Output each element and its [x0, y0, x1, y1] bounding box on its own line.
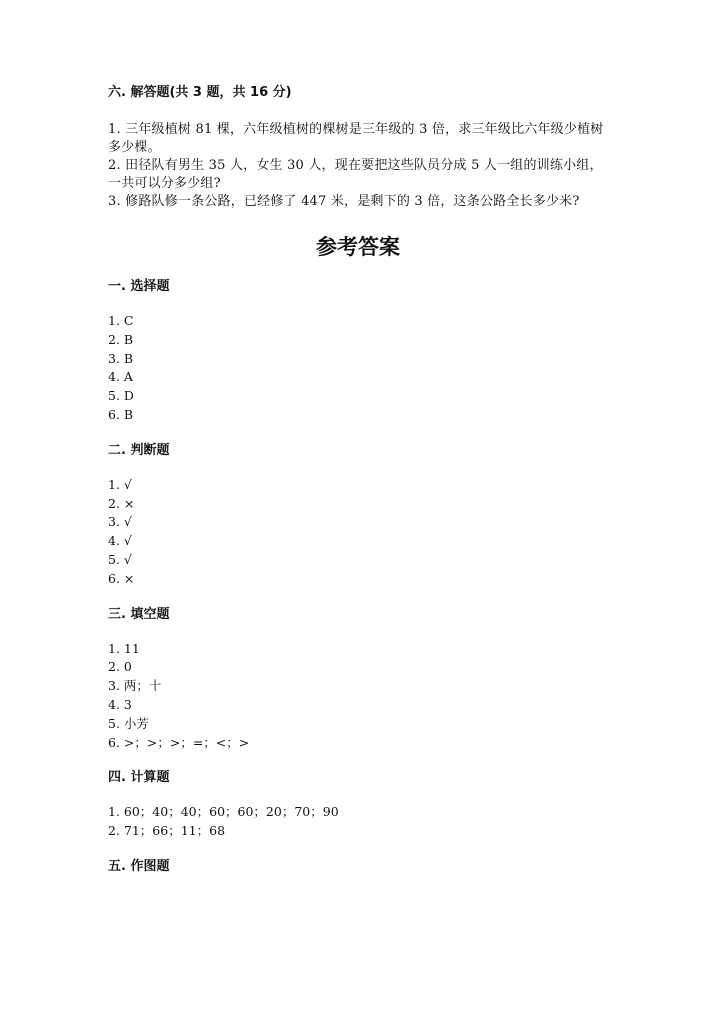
- answers-section-fill-heading: 三. 填空题: [108, 606, 170, 622]
- list-item: 3. B: [108, 350, 134, 366]
- list-item: 3. √: [108, 514, 132, 530]
- answers-section-drawing-heading: 五. 作图题: [108, 858, 170, 874]
- section-6-heading: 六. 解答题(共 3 题，共 16 分): [108, 85, 292, 100]
- list-item: 5. D: [108, 388, 134, 404]
- question-2: 2. 田径队有男生 35 人，女生 30 人，现在要把这些队员分成 5 人一组的训练小组，一共可以分多少组?: [108, 158, 603, 191]
- section-6-questions: [108, 121, 608, 211]
- list-item: 6. ×: [108, 570, 135, 586]
- answers-title: 参考答案: [316, 235, 400, 259]
- list-item: 6. B: [108, 406, 134, 422]
- list-item: 2. ×: [108, 495, 135, 511]
- answers-section-judgment-heading: 二. 判断题: [108, 442, 170, 458]
- question-3: 3. 修路队修一条公路，已经修了 447 米，是剩下的 3 倍，这条公路全长多少米?: [108, 194, 580, 209]
- answers-section-choice-heading: 一. 选择题: [108, 279, 170, 294]
- list-item: 4. √: [108, 533, 132, 549]
- list-item: 5. √: [108, 551, 132, 567]
- list-item: 6. >；>；>；=；<；>: [108, 734, 250, 750]
- question-1: 1. 三年级植树 81 棵，六年级植树的棵树是三年级的 3 倍，求三年级比六年级少植树多少棵。: [108, 122, 604, 155]
- list-item: 4. A: [108, 369, 133, 385]
- list-item: 2. 71；66；11；68: [108, 823, 226, 839]
- list-item: 3. 两；十: [108, 678, 162, 694]
- answers-section-calc-heading: 四. 计算题: [108, 770, 170, 786]
- answers-section-choice-list: [108, 312, 608, 425]
- list-item: 1. 60；40；40；60；60；20；70；90: [108, 804, 339, 820]
- list-item: 1. 11: [108, 640, 140, 656]
- document-page: [108, 84, 608, 876]
- answers-section-judgment-list: [108, 476, 608, 589]
- list-item: 4. 3: [108, 696, 132, 712]
- answers-section-calc-list: [108, 803, 608, 841]
- list-item: 5. 小芳: [108, 715, 149, 731]
- list-item: 2. B: [108, 331, 134, 347]
- list-item: 2. 0: [108, 659, 132, 675]
- answers-section-fill-list: [108, 640, 608, 753]
- list-item: 1. √: [108, 476, 132, 492]
- list-item: 1. C: [108, 313, 134, 328]
